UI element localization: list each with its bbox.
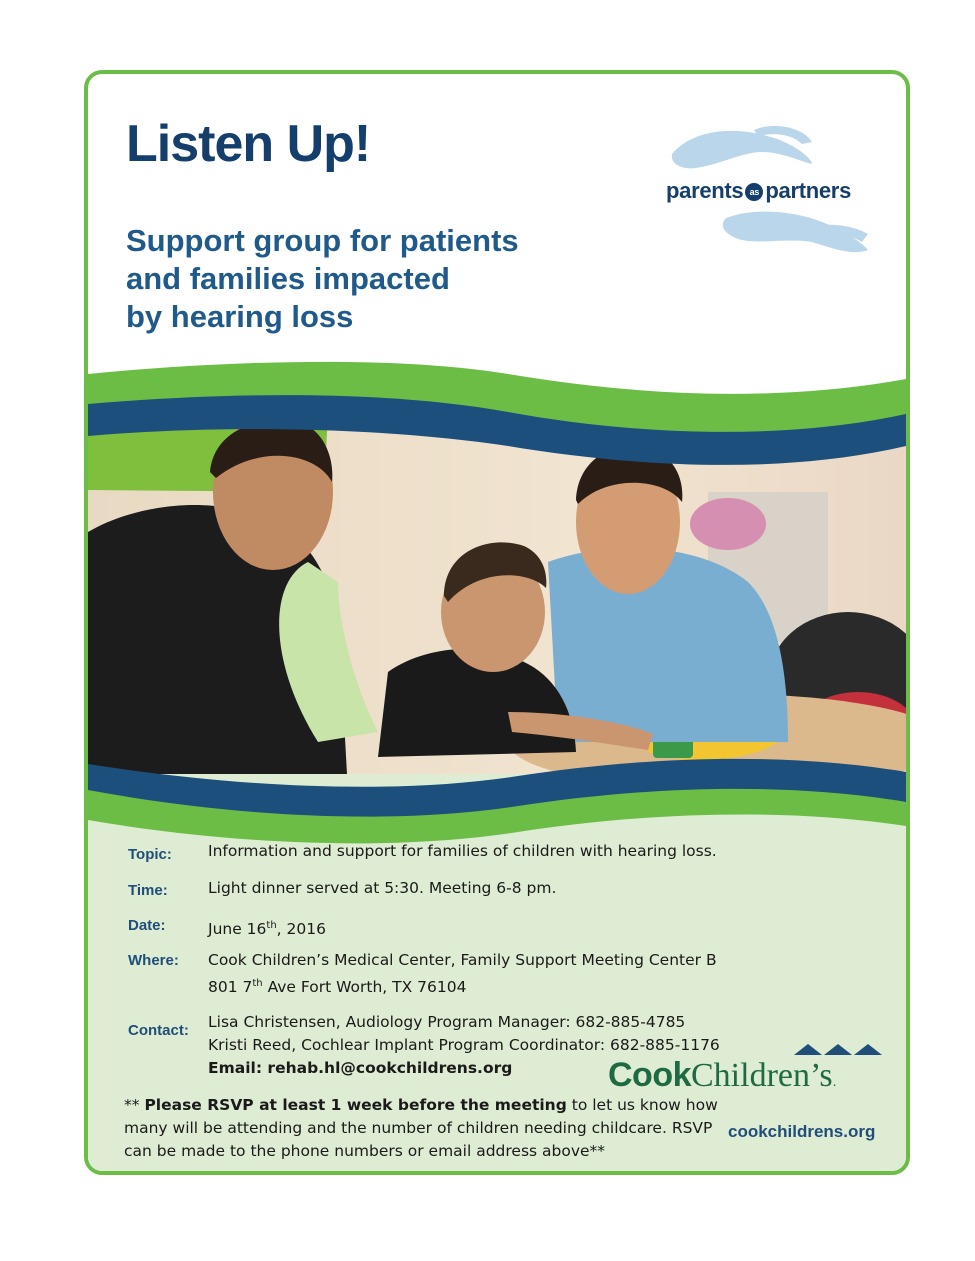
contact-email[interactable]: Email: rehab.hl@cookchildrens.org [208,1059,513,1077]
brand-cook: Cook [608,1056,691,1094]
address-text: 801 7 [208,978,253,997]
brand-childrens: Children’s [691,1057,833,1094]
date-value [208,914,326,941]
date-label: Date: [128,917,166,934]
subtitle-line: Support group for patients [126,223,519,258]
flyer-card [84,70,910,1175]
brand-wordmark [608,1056,837,1095]
date-text: June 16 [208,920,267,939]
rsvp-body: to let us know how many will be attending and the number of children needing childcare. RSVP can be made to the phone numbers or email address above** [124,1096,718,1160]
where-line: Cook Children’s Medical Center, Family Support Meeting Center B [208,951,717,969]
where-value [208,949,717,999]
address-city: Ave Fort Worth, TX 76104 [262,978,467,997]
topic-value: Information and support for families of children with hearing loss. [208,842,717,860]
address-ordinal: th [252,978,263,989]
logo-word-parents: parents [666,178,744,203]
rsvp-note [124,1094,724,1163]
cook-childrens-logo [608,1042,898,1102]
where-label: Where: [128,952,179,969]
date-ordinal: th [266,920,277,931]
subtitle-line: and families impacted [126,261,450,296]
brand-mark: . [832,1073,837,1089]
where-address [208,972,717,999]
contact-line: Lisa Christensen, Audiology Program Manager: 682-885-4785 [208,1013,686,1031]
decorative-waves [88,74,906,1175]
time-label: Time: [128,882,168,899]
logo-word-as: as [745,183,763,201]
contact-line: Kristi Reed, Cochlear Implant Program Coordinator: 682-885-1176 [208,1036,720,1054]
contact-label: Contact: [128,1022,189,1039]
roofline-icon [794,1042,884,1056]
time-value: Light dinner served at 5:30. Meeting 6-8 pm. [208,879,557,897]
date-year: , 2016 [276,920,326,939]
rsvp-emphasis: Please RSVP at least 1 week before the meeting [144,1096,567,1114]
topic-label: Topic: [128,846,172,863]
website-link[interactable]: cookchildrens.org [728,1122,876,1141]
rsvp-prefix: ** [124,1096,145,1114]
page-title: Listen Up! [126,115,371,173]
subtitle-line: by hearing loss [126,299,354,334]
logo-word-partners: partners [765,178,852,203]
